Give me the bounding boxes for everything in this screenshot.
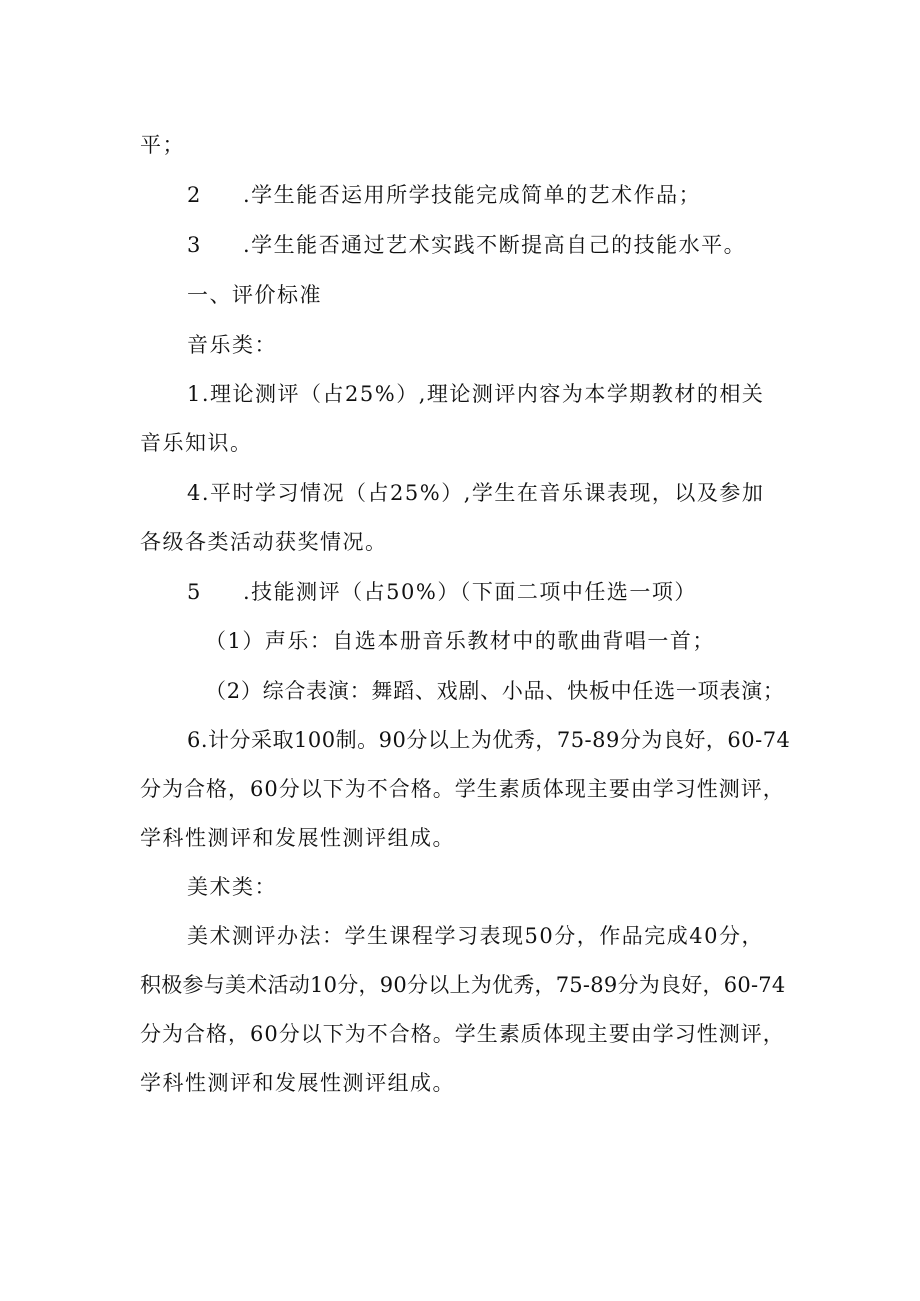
music-item-1-line-1: 1.理论测评（占25%）,理论测评内容为本学期教材的相关 <box>187 382 765 406</box>
music-item-4-line-2: 各级各类活动获奖情况。 <box>140 530 388 554</box>
music-sub-item-performance: （2）综合表演：舞蹈、戏剧、小品、快板中任选一项表演； <box>205 679 785 703</box>
section-heading-criteria: 一、评价标准 <box>187 283 322 307</box>
music-item-6-line-2: 分为合格，60分以下为不合格。学生素质体现主要由学习性测评， <box>140 777 785 801</box>
art-paragraph-line-1: 美术测评办法：学生课程学习表现50分，作品完成40分， <box>187 924 764 948</box>
art-paragraph-line-3: 分为合格，60分以下为不合格。学生素质体现主要由学习性测评， <box>140 1022 785 1046</box>
art-paragraph-line-2: 积极参与美术活动10分，90分以上为优秀，75-89分为良好，60-74 <box>140 973 786 997</box>
music-item-6-line-3: 学科性测评和发展性测评组成。 <box>140 826 455 850</box>
art-paragraph-line-4: 学科性测评和发展性测评组成。 <box>140 1071 455 1095</box>
list-number-3: 3 <box>187 233 201 257</box>
music-item-5-text: .技能测评（占50%）（下面二项中任选一项） <box>243 580 697 604</box>
subheading-art: 美术类： <box>187 875 277 899</box>
list-number-5: 5 <box>187 580 201 604</box>
list-number-2: 2 <box>187 183 201 207</box>
music-item-4-line-1: 4.平时学习情况（占25%）,学生在音乐课表现，以及参加 <box>187 481 765 505</box>
subheading-music: 音乐类： <box>187 333 277 357</box>
list-item-3-text: .学生能否通过艺术实践不断提高自己的技能水平。 <box>243 233 747 257</box>
music-item-6-line-1: 6.计分采取100制。90分以上为优秀，75-89分为良好，60-74 <box>187 728 791 752</box>
music-sub-item-vocal: （1）声乐：自选本册音乐教材中的歌曲背唱一首； <box>205 629 715 653</box>
music-item-1-line-2: 音乐知识。 <box>140 431 253 455</box>
list-item-2-text: .学生能否运用所学技能完成简单的艺术作品； <box>243 183 702 207</box>
text-line-continuation: 平； <box>140 133 185 157</box>
